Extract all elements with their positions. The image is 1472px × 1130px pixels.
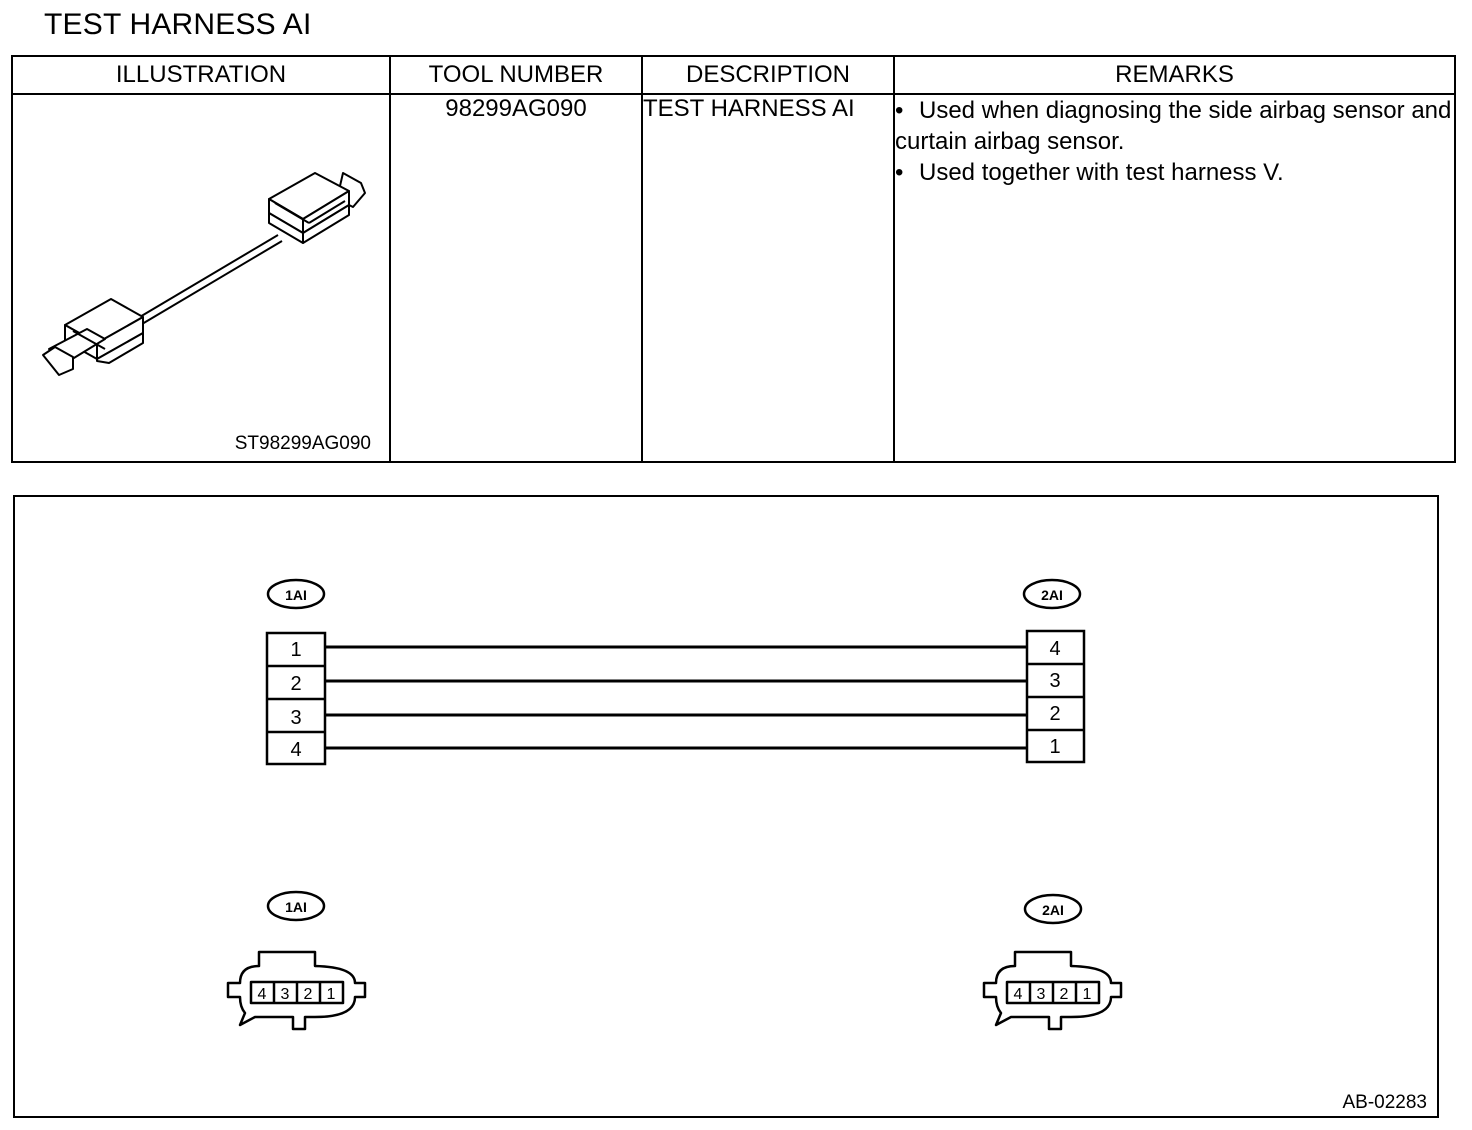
svg-text:1: 1 xyxy=(1049,736,1061,758)
svg-text:2: 2 xyxy=(290,673,302,695)
svg-text:3: 3 xyxy=(280,986,290,1003)
connector-label-left-bottom xyxy=(268,892,324,920)
svg-text:2: 2 xyxy=(1059,986,1069,1003)
svg-text:4: 4 xyxy=(257,986,267,1003)
illustration-cell xyxy=(12,94,390,462)
svg-text:1AI: 1AI xyxy=(285,899,307,915)
remark-item xyxy=(895,95,1454,157)
header-description: DESCRIPTION xyxy=(642,56,894,94)
page-title: TEST HARNESS AI xyxy=(44,8,312,41)
remark-text: Used when diagnosing the side airbag sensor and curtain airbag sensor. xyxy=(895,97,1452,155)
header-remarks: REMARKS xyxy=(894,56,1455,94)
svg-text:2AI: 2AI xyxy=(1041,587,1063,603)
wires xyxy=(325,647,1027,748)
table-row xyxy=(12,94,1455,462)
svg-text:4: 4 xyxy=(290,739,302,761)
svg-text:1: 1 xyxy=(1082,986,1092,1003)
svg-text:3: 3 xyxy=(1049,670,1061,692)
svg-text:2: 2 xyxy=(1049,703,1061,725)
svg-text:3: 3 xyxy=(290,707,302,729)
wiring-diagram-svg xyxy=(15,497,1437,1116)
connector-label-right-bottom xyxy=(1025,895,1081,923)
tool-number-cell: 98299AG090 xyxy=(390,94,642,462)
connector-face-left xyxy=(228,952,365,1029)
bullet-icon: • xyxy=(895,159,904,186)
header-illustration: ILLUSTRATION xyxy=(12,56,390,94)
remark-item xyxy=(895,157,1454,188)
svg-text:1AI: 1AI xyxy=(285,587,307,603)
table-header-row xyxy=(12,56,1455,94)
tool-table xyxy=(11,55,1456,463)
connector-face-right xyxy=(984,952,1121,1029)
description-cell: TEST HARNESS AI xyxy=(642,94,894,462)
svg-text:2: 2 xyxy=(303,986,313,1003)
remark-text: Used together with test harness V. xyxy=(919,159,1284,186)
wiring-diagram xyxy=(13,495,1439,1118)
svg-text:2AI: 2AI xyxy=(1042,902,1064,918)
connector-label-right-top xyxy=(1024,580,1080,608)
svg-text:1: 1 xyxy=(290,639,302,661)
svg-text:3: 3 xyxy=(1036,986,1046,1003)
illustration-code: ST98299AG090 xyxy=(234,433,371,454)
test-harness-illustration xyxy=(13,95,389,461)
header-tool-number: TOOL NUMBER xyxy=(390,56,642,94)
connector-label-left-top xyxy=(268,580,324,608)
svg-text:4: 4 xyxy=(1049,638,1061,660)
bullet-icon: • xyxy=(895,97,904,124)
svg-text:1: 1 xyxy=(326,986,336,1003)
drawing-code: AB-02283 xyxy=(1342,1092,1427,1113)
svg-text:4: 4 xyxy=(1013,986,1023,1003)
remarks-cell xyxy=(894,94,1455,462)
